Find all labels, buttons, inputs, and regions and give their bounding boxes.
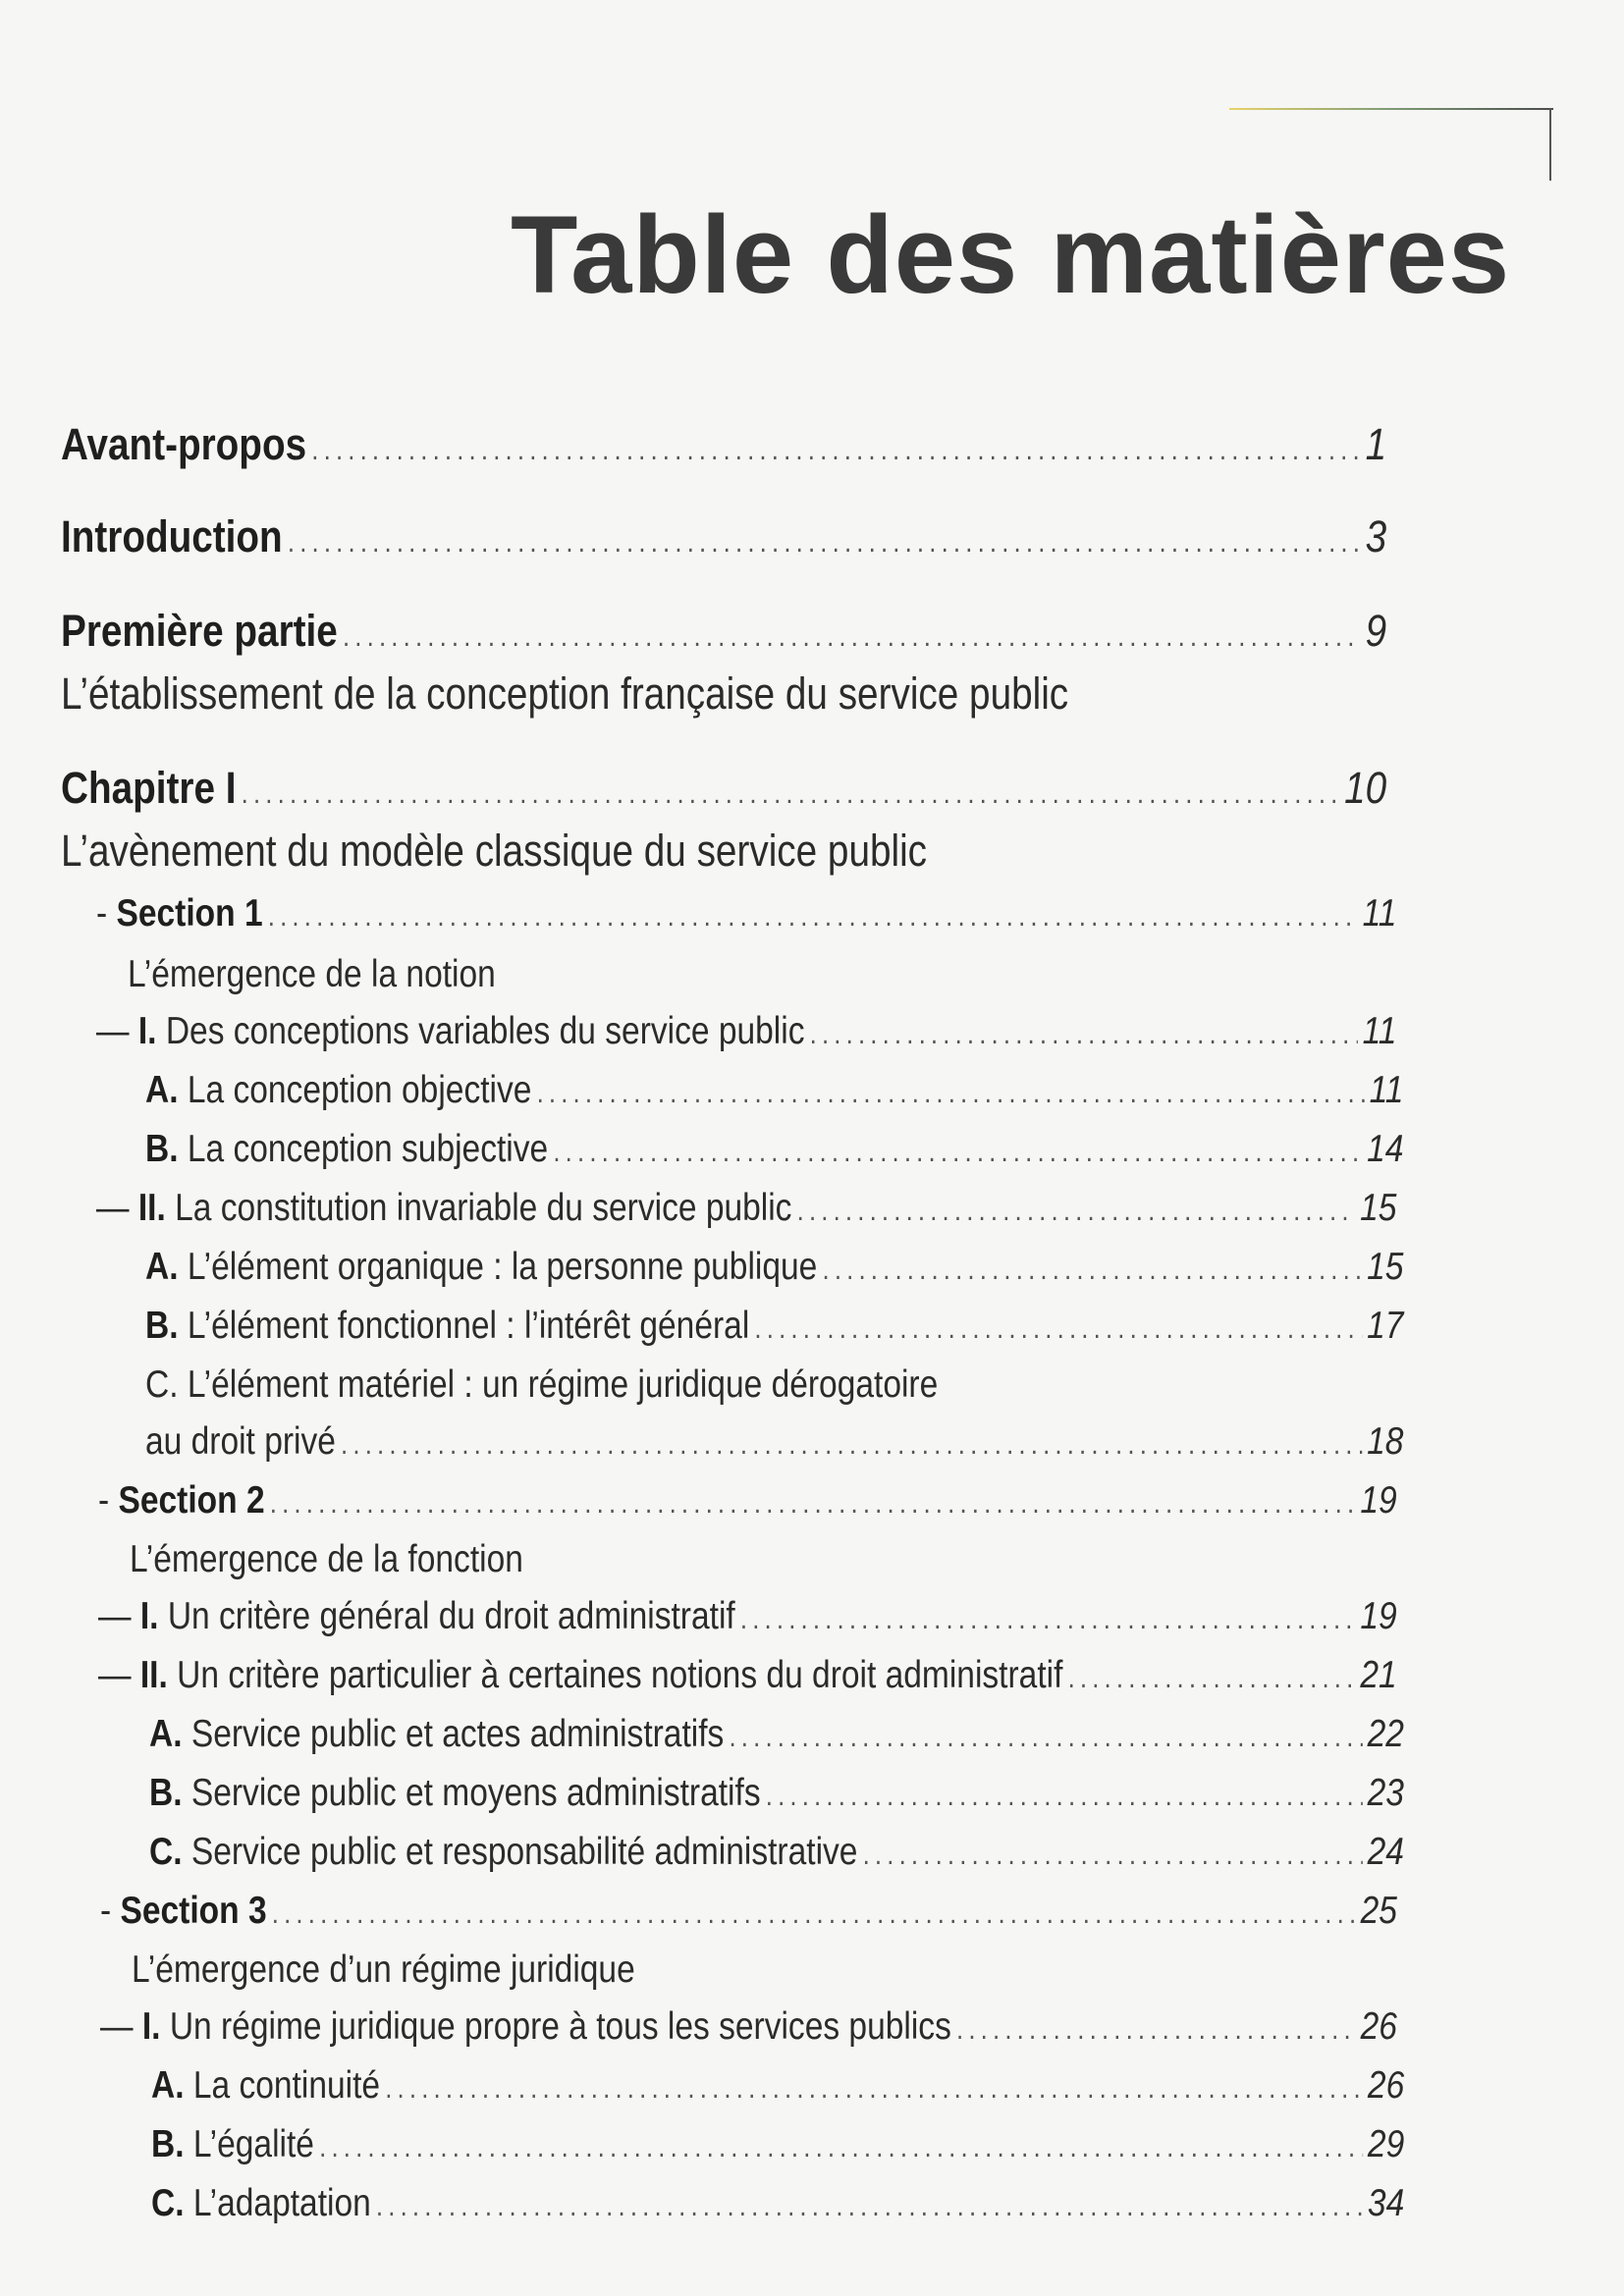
- leader-dots: [268, 892, 1358, 941]
- page-number: 19: [1360, 1595, 1397, 1637]
- entry-title: Première partie: [61, 606, 338, 656]
- entry-prefix: —: [100, 2005, 142, 2048]
- leader-dots: [754, 1305, 1361, 1354]
- entry-letter: B.: [151, 2123, 185, 2165]
- leader-dots: [288, 518, 1361, 567]
- entry-letter: A.: [145, 1246, 179, 1288]
- toc-entry-premiere-partie[interactable]: [61, 607, 1386, 662]
- page-title: Table des matières: [511, 193, 1511, 316]
- entry-number: I.: [141, 2005, 161, 2048]
- toc-entry[interactable]: [145, 1302, 1403, 1354]
- leader-dots: [1068, 1654, 1356, 1703]
- section-subtitle: L’émergence d’un régime juridique: [132, 1949, 635, 1991]
- toc-entry-chapitre-1[interactable]: [61, 764, 1386, 819]
- toc-entry-continuation[interactable]: [145, 1417, 1403, 1469]
- toc-entry[interactable]: [100, 2002, 1397, 2055]
- page-number: 18: [1367, 1420, 1404, 1463]
- corner-rule: [1229, 108, 1553, 110]
- leader-dots: [740, 1595, 1355, 1644]
- entry-letter: B.: [145, 1305, 179, 1347]
- entry-title: Un critère particulier à certaines notions du droit administratif: [167, 1654, 1063, 1696]
- entry-title: au droit privé: [145, 1420, 336, 1463]
- entry-title: Avant-propos: [61, 419, 307, 469]
- leader-dots: [385, 2064, 1363, 2113]
- toc-entry[interactable]: [145, 1243, 1403, 1295]
- toc-entry[interactable]: [145, 1125, 1403, 1177]
- entry-letter: B.: [145, 1128, 179, 1170]
- entry-prefix: -: [98, 1479, 119, 1522]
- toc-entry-introduction[interactable]: [61, 512, 1386, 567]
- entry-number: II.: [139, 1654, 168, 1696]
- entry-letter: A.: [145, 1069, 179, 1111]
- entry-title: La conception subjective: [178, 1128, 549, 1170]
- entry-prefix: —: [96, 1010, 138, 1052]
- entry-title: Section 1: [116, 892, 263, 934]
- page-number: 34: [1367, 2182, 1405, 2224]
- toc-entry[interactable]: [151, 2179, 1404, 2231]
- entry-title: La continuité: [184, 2064, 381, 2107]
- page-number: 11: [1369, 1069, 1404, 1111]
- leader-dots: [822, 1246, 1361, 1295]
- entry-letter: A.: [149, 1713, 183, 1755]
- leader-dots: [797, 1187, 1355, 1236]
- part-subtitle: L’établissement de la conception française du service public: [61, 668, 1069, 719]
- leader-dots: [272, 1890, 1356, 1939]
- entry-letter: A.: [151, 2064, 185, 2107]
- toc-entry[interactable]: [151, 2061, 1404, 2113]
- entry-title: Service public et moyens administratifs: [182, 1772, 761, 1814]
- leader-dots: [537, 1069, 1365, 1118]
- leader-dots: [242, 770, 1339, 819]
- entry-number: I.: [139, 1595, 159, 1637]
- page-number: 23: [1367, 1772, 1404, 1814]
- entry-title: Un régime juridique propre à tous les services publics: [160, 2005, 951, 2048]
- leader-dots: [311, 426, 1360, 475]
- toc-entry[interactable]: [149, 1769, 1404, 1821]
- page-number: 14: [1367, 1128, 1404, 1170]
- page-number: 19: [1360, 1479, 1397, 1522]
- entry-title: Service public et actes administratifs: [182, 1713, 725, 1755]
- page-number: 11: [1362, 892, 1397, 934]
- entry-title: La constitution invariable du service public: [165, 1187, 792, 1229]
- toc-entry[interactable]: [149, 1710, 1404, 1762]
- page-number: 29: [1367, 2123, 1405, 2165]
- entry-title: La conception objective: [178, 1069, 532, 1111]
- toc-entry[interactable]: [145, 1066, 1403, 1118]
- entry-title: Introduction: [61, 511, 283, 561]
- entry-title: Service public et responsabilité administrative: [182, 1831, 858, 1873]
- leader-dots: [270, 1479, 1355, 1528]
- entry-title: Des conceptions variables du service public: [156, 1010, 805, 1052]
- entry-title: Un critère général du droit administratif: [158, 1595, 735, 1637]
- toc-entry[interactable]: [98, 1651, 1397, 1703]
- toc-entry-first-line: C. L’élément matériel : un régime juridique dérogatoire: [145, 1363, 939, 1406]
- entry-title: Section 2: [118, 1479, 265, 1522]
- leader-dots: [553, 1128, 1362, 1177]
- section-subtitle: L’émergence de la fonction: [130, 1538, 523, 1580]
- entry-letter: C.: [149, 1831, 183, 1873]
- entry-prefix: —: [96, 1187, 138, 1229]
- toc-entry[interactable]: [96, 1007, 1396, 1059]
- page-number: 15: [1367, 1246, 1404, 1288]
- page-number: 15: [1360, 1187, 1397, 1229]
- leader-dots: [341, 1420, 1362, 1469]
- entry-prefix: —: [98, 1654, 140, 1696]
- page-number: 11: [1362, 1010, 1397, 1052]
- page-number: 21: [1360, 1654, 1397, 1696]
- leader-dots: [863, 1831, 1363, 1880]
- page-number: 24: [1367, 1831, 1404, 1873]
- leader-dots: [729, 1713, 1362, 1762]
- page-number: 3: [1365, 511, 1387, 561]
- toc-entry-section-1[interactable]: [96, 889, 1396, 941]
- toc-entry[interactable]: [98, 1592, 1397, 1644]
- page-number: 17: [1367, 1305, 1404, 1347]
- page-number: 26: [1367, 2064, 1405, 2107]
- toc-entry[interactable]: [151, 2120, 1404, 2172]
- page-number: 25: [1360, 1890, 1397, 1932]
- chapter-subtitle: L’avènement du modèle classique du service public: [61, 826, 928, 876]
- leader-dots: [766, 1772, 1363, 1821]
- leader-dots: [319, 2123, 1363, 2172]
- leader-dots: [376, 2182, 1363, 2231]
- page-number: 10: [1344, 763, 1387, 813]
- toc-entry-section-2[interactable]: [98, 1476, 1397, 1528]
- page-number: 22: [1367, 1713, 1404, 1755]
- leader-dots: [343, 613, 1361, 662]
- leader-dots: [810, 1010, 1358, 1059]
- entry-title: L’élément fonctionnel : l’intérêt général: [178, 1305, 750, 1347]
- entry-title: Section 3: [120, 1890, 267, 1932]
- entry-prefix: -: [100, 1890, 121, 1932]
- page-number: 26: [1360, 2005, 1397, 2048]
- entry-letter: B.: [149, 1772, 183, 1814]
- entry-prefix: -: [96, 892, 117, 934]
- toc-entry-section-3[interactable]: [100, 1887, 1397, 1939]
- entry-number: I.: [137, 1010, 157, 1052]
- entry-prefix: —: [98, 1595, 140, 1637]
- toc-entry[interactable]: [149, 1828, 1404, 1880]
- page-number: 9: [1365, 606, 1387, 656]
- toc-entry-avant-propos[interactable]: [61, 420, 1386, 475]
- entry-title: Chapitre I: [61, 763, 237, 813]
- entry-title: L’élément organique : la personne publique: [178, 1246, 818, 1288]
- leader-dots: [956, 2005, 1355, 2055]
- section-subtitle: L’émergence de la notion: [128, 953, 496, 995]
- entry-title: L’adaptation: [184, 2182, 371, 2224]
- corner-rule-vertical: [1549, 108, 1551, 181]
- entry-number: II.: [137, 1187, 166, 1229]
- page-number: 1: [1365, 419, 1387, 469]
- entry-letter: C.: [151, 2182, 185, 2224]
- entry-title: L’égalité: [184, 2123, 314, 2165]
- toc-entry[interactable]: [96, 1184, 1396, 1236]
